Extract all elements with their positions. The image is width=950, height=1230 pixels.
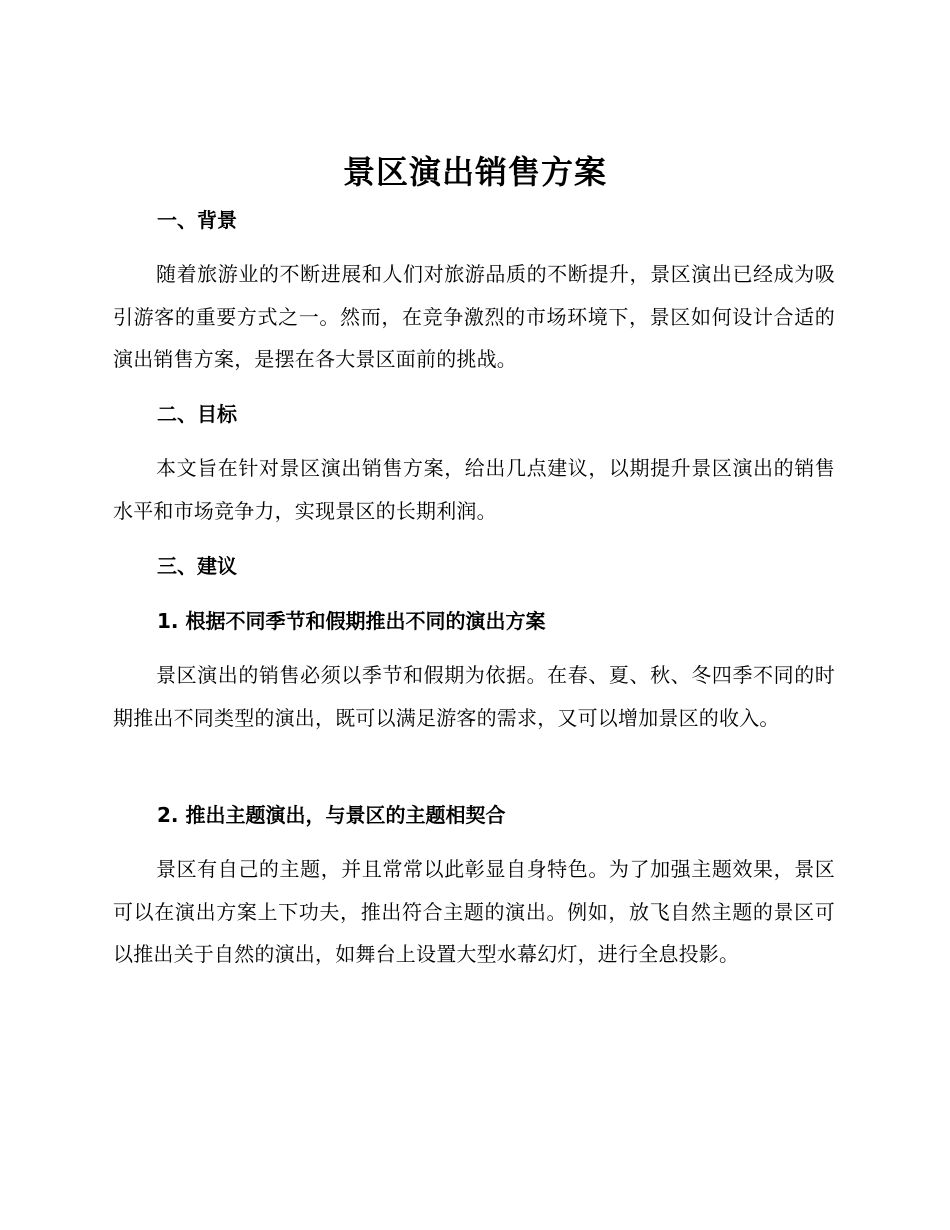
subsection-paragraph-1: 景区演出的销售必须以季节和假期为依据。在春、夏、秋、冬四季不同的时期推出不同类型的演出，既可以满足游客的需求，又可以增加景区的收入。 bbox=[113, 663, 835, 730]
section-heading-goal: 二、目标 bbox=[157, 402, 237, 426]
section-paragraph-goal: 本文旨在针对景区演出销售方案，给出几点建议，以期提升景区演出的销售水平和市场竞争力，实现景区的长期利润。 bbox=[113, 456, 835, 523]
document-title: 景区演出销售方案 bbox=[342, 153, 607, 191]
section-heading-suggestions: 三、建议 bbox=[157, 554, 237, 578]
subsection-paragraph-2: 景区有自己的主题，并且常常以此彰显自身特色。为了加强主题效果，景区可以在演出方案上下功夫，推出符合主题的演出。例如，放飞自然主题的景区可以推出关于自然的演出，如舞台上设置大型水幕幻灯，进行全息投影。 bbox=[113, 857, 835, 966]
section-paragraph-background: 随着旅游业的不断进展和人们对旅游品质的不断提升，景区演出已经成为吸引游客的重要方式之一。然而，在竞争激烈的市场环境下，景区如何设计合适的演出销售方案，是摆在各大景区面前的挑战。 bbox=[113, 262, 835, 371]
subsection-heading-2: 2. 推出主题演出，与景区的主题相契合 bbox=[157, 803, 506, 827]
subsection-heading-1: 1. 根据不同季节和假期推出不同的演出方案 bbox=[157, 609, 546, 633]
section-heading-background: 一、背景 bbox=[157, 208, 237, 232]
